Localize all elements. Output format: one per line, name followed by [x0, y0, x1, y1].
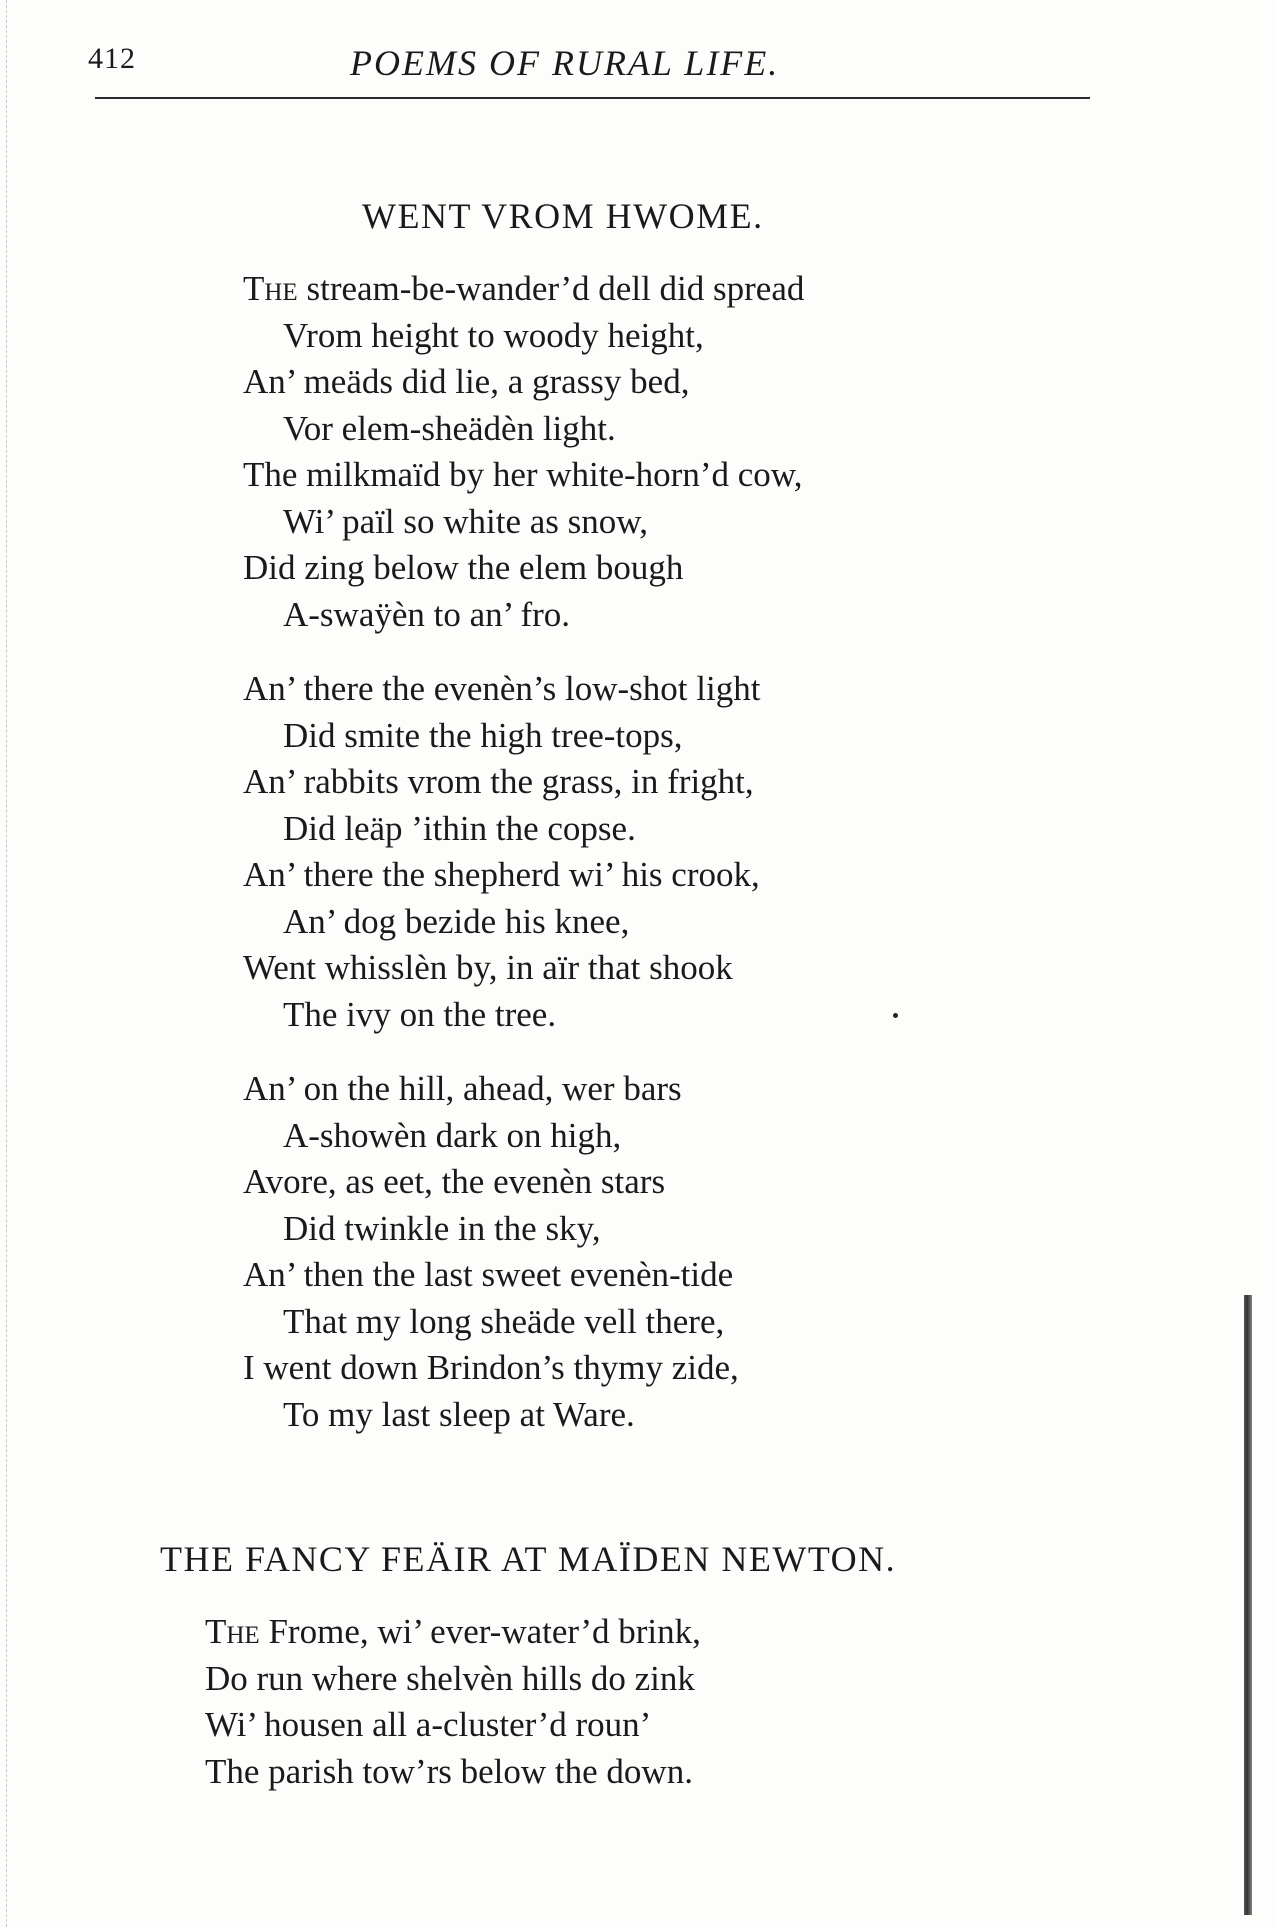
- verse-line: An’ then the last sweet evenèn-tide: [243, 1255, 734, 1294]
- verse-line-text: Frome, wi’ ever-water’d brink,: [259, 1612, 701, 1651]
- verse-line: Did zing below the elem bough: [243, 548, 684, 587]
- verse-line: An’ there the evenèn’s low-shot light: [243, 669, 761, 708]
- verse-line-text: stream-be-wander’d dell did spread: [297, 269, 805, 308]
- page-number: 412: [88, 42, 136, 75]
- verse-line: The milkmaïd by her white-horn’d cow,: [243, 455, 803, 494]
- verse-line: That my long sheäde vell there,: [283, 1301, 725, 1341]
- verse-line: Went whisslèn by, in aïr that shook: [243, 948, 733, 987]
- verse-line: An’ dog bezide his knee,: [283, 901, 630, 941]
- ink-speck: [893, 1013, 898, 1018]
- binding-edge: [6, 0, 7, 1927]
- verse-line: [243, 266, 804, 313]
- running-title: POEMS OF RURAL LIFE.: [350, 43, 780, 83]
- verse-line: Avore, as eet, the evenèn stars: [243, 1162, 666, 1201]
- poem-title: WENT VROM HWOME.: [362, 196, 764, 236]
- stanza: [205, 1609, 701, 1795]
- poem-title: THE FANCY FEÄIR AT MAÏDEN NEWTON.: [160, 1539, 897, 1579]
- header-rule: [95, 97, 1090, 99]
- page-edge-shadow: [1244, 1295, 1252, 1915]
- verse-line: Did twinkle in the sky,: [283, 1208, 601, 1248]
- verse-line: An’ on the hill, ahead, wer bars: [243, 1069, 682, 1108]
- verse-line: [205, 1609, 701, 1656]
- verse-line: Did leäp ’ithin the copse.: [283, 808, 636, 848]
- verse-line: An’ there the shepherd wi’ his crook,: [243, 855, 760, 894]
- verse-line: A-showèn dark on high,: [283, 1115, 622, 1155]
- verse-line: Do run where shelvèn hills do zink: [205, 1658, 695, 1698]
- verse-line: An’ meäds did lie, a grassy bed,: [243, 362, 690, 401]
- stanza: [243, 666, 760, 1038]
- verse-line: To my last sleep at Ware.: [283, 1394, 635, 1434]
- verse-line: The parish tow’rs below the down.: [205, 1751, 693, 1791]
- verse-line: I went down Brindon’s thymy zide,: [243, 1348, 739, 1387]
- initial-word: The: [243, 269, 298, 308]
- stanza: [243, 266, 804, 638]
- initial-word: The: [205, 1612, 260, 1651]
- verse-line: A-swaÿèn to an’ fro.: [283, 594, 571, 634]
- verse-line: An’ rabbits vrom the grass, in fright,: [243, 762, 754, 801]
- verse-line: Wi’ housen all a-cluster’d roun’: [205, 1705, 652, 1744]
- running-head: [80, 42, 1090, 92]
- verse-line: Vrom height to woody height,: [283, 315, 704, 355]
- verse-line: The ivy on the tree.: [283, 994, 557, 1034]
- stanza: [243, 1066, 739, 1438]
- verse-line: Did smite the high tree-tops,: [283, 715, 683, 755]
- verse-line: Wi’ païl so white as snow,: [283, 501, 649, 541]
- verse-line: Vor elem-sheädèn light.: [283, 408, 616, 448]
